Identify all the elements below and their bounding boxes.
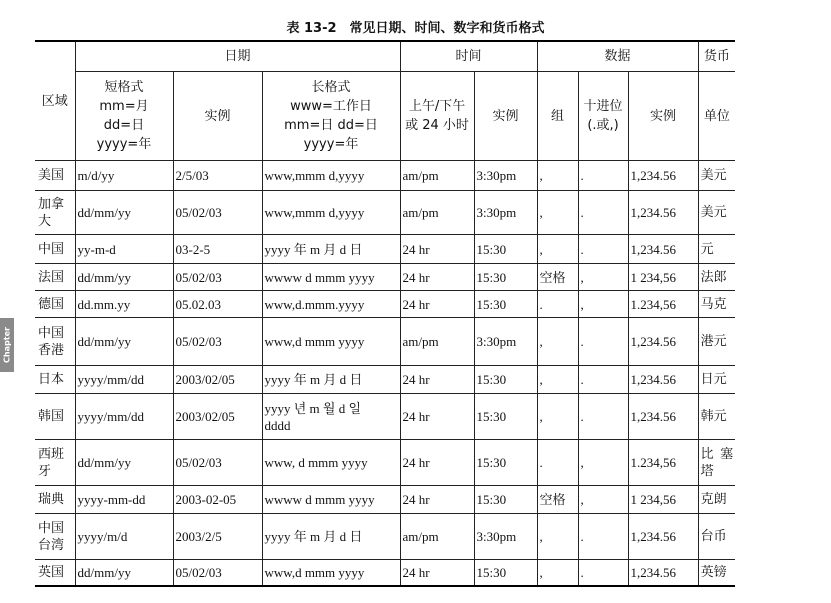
cell-group: ,	[537, 235, 578, 264]
table-body	[35, 161, 735, 586]
cell-region	[35, 264, 75, 291]
cell-unit	[698, 560, 735, 586]
region-line: 牙	[38, 463, 52, 479]
region-line: 美国	[38, 168, 65, 183]
table-row	[35, 514, 735, 560]
header-ampm-line: 或 24 小时	[405, 118, 469, 133]
cell-group: 空格	[537, 264, 578, 291]
region-line: 韩国	[38, 409, 65, 424]
cell-ampm: 24 hr	[400, 394, 474, 440]
header-long-format-line: 长格式	[311, 80, 351, 95]
header-currency-group: 货币	[698, 41, 735, 72]
cell-long-format	[262, 264, 400, 291]
header-time-example: 实例	[474, 72, 537, 161]
cell-ampm: 24 hr	[400, 264, 474, 291]
cell-ampm: am/pm	[400, 318, 474, 366]
cell-long-format	[262, 560, 400, 586]
header-column-row	[35, 72, 735, 161]
cell-unit	[698, 394, 735, 440]
cell-time-example: 15:30	[474, 366, 537, 394]
cell-unit	[698, 366, 735, 394]
table-row	[35, 191, 735, 235]
cell-region	[35, 366, 75, 394]
cell-date-example: 2003/2/5	[173, 514, 262, 560]
cell-region	[35, 318, 75, 366]
header-short-format	[75, 72, 173, 161]
header-unit: 单位	[698, 72, 735, 161]
cell-ampm: am/pm	[400, 161, 474, 191]
cell-long-format	[262, 486, 400, 514]
cell-number-example: 1,234.56	[628, 366, 698, 394]
cell-date-example: 05/02/03	[173, 264, 262, 291]
unit-line: 克朗	[700, 492, 727, 507]
unit-line: 港元	[700, 334, 727, 349]
header-decimal-line: 十进位	[583, 99, 623, 114]
header-date-example: 实例	[173, 72, 262, 161]
chapter-side-tab	[0, 318, 14, 372]
cell-date-example: 05/02/03	[173, 191, 262, 235]
unit-line: 元	[700, 241, 714, 257]
unit-line: 韩元	[700, 409, 727, 424]
cell-date-example: 2/5/03	[173, 161, 262, 191]
table-row	[35, 291, 735, 318]
long-format-line: www,d.mmm.yyyy	[264, 296, 365, 312]
cell-decimal: .	[578, 366, 628, 394]
header-short-format-line: 短格式	[104, 80, 144, 95]
cell-ampm: 24 hr	[400, 560, 474, 586]
cell-ampm: 24 hr	[400, 440, 474, 486]
table-row	[35, 560, 735, 586]
cell-unit	[698, 486, 735, 514]
cell-time-example: 15:30	[474, 440, 537, 486]
long-format-line: yyyy 年 m 月 d 日	[264, 241, 363, 257]
region-line: 中国	[38, 520, 65, 536]
cell-region	[35, 191, 75, 235]
long-format-line: yyyy 年 m 月 d 日	[264, 529, 363, 544]
cell-ampm: 24 hr	[400, 291, 474, 318]
header-data-group: 数据	[537, 41, 698, 72]
cell-group: ,	[537, 191, 578, 235]
region-line: 香港	[38, 342, 65, 358]
cell-unit	[698, 191, 735, 235]
cell-number-example: 1,234.56	[628, 318, 698, 366]
unit-line: 台币	[700, 529, 727, 544]
cell-short-format: yyyy/m/d	[75, 514, 173, 560]
header-decimal-line: (.或,)	[587, 118, 619, 133]
unit-line: 日元	[700, 372, 727, 387]
cell-time-example: 3:30pm	[474, 161, 537, 191]
cell-number-example: 1,234.56	[628, 560, 698, 586]
table-row	[35, 394, 735, 440]
cell-decimal: .	[578, 318, 628, 366]
region-line: 中国	[38, 241, 65, 257]
table-row	[35, 161, 735, 191]
cell-region	[35, 514, 75, 560]
cell-group: ,	[537, 394, 578, 440]
cell-long-format	[262, 514, 400, 560]
cell-date-example: 2003/02/05	[173, 394, 262, 440]
cell-short-format: dd/mm/yy	[75, 191, 173, 235]
unit-line: 塔	[700, 463, 714, 479]
cell-number-example: 1,234.56	[628, 235, 698, 264]
cell-ampm: 24 hr	[400, 486, 474, 514]
long-format-line: wwww d mmm yyyy	[264, 269, 375, 285]
unit-line: 英镑	[700, 564, 727, 580]
cell-date-example: 03-2-5	[173, 235, 262, 264]
cell-number-example: 1.234,56	[628, 291, 698, 318]
region-line: 日本	[38, 372, 65, 387]
cell-time-example: 15:30	[474, 394, 537, 440]
cell-number-example: 1.234,56	[628, 440, 698, 486]
cell-group: 空格	[537, 486, 578, 514]
region-line: 德国	[38, 296, 65, 312]
header-long-format-line: www=工作日	[290, 99, 372, 114]
region-line: 英国	[38, 564, 65, 580]
cell-unit	[698, 235, 735, 264]
region-line: 西班	[38, 446, 65, 462]
cell-region	[35, 161, 75, 191]
long-format-line: www,mmm d,yyyy	[264, 205, 365, 220]
cell-time-example: 3:30pm	[474, 514, 537, 560]
long-format-line: www,d mmm yyyy	[264, 564, 365, 580]
long-format-line: www,d mmm yyyy	[264, 334, 365, 349]
cell-long-format	[262, 394, 400, 440]
cell-unit	[698, 161, 735, 191]
cell-region	[35, 235, 75, 264]
long-format-line: yyyy 年 m 月 d 日	[264, 372, 363, 387]
cell-long-format	[262, 366, 400, 394]
cell-short-format: dd/mm/yy	[75, 440, 173, 486]
cell-short-format: m/d/yy	[75, 161, 173, 191]
cell-long-format	[262, 318, 400, 366]
header-region: 区域	[35, 41, 75, 161]
header-group: 组	[537, 72, 578, 161]
table-row	[35, 264, 735, 291]
header-short-format-line: mm=月	[99, 99, 149, 114]
cell-decimal: .	[578, 161, 628, 191]
region-line: 台湾	[38, 537, 65, 553]
cell-unit	[698, 440, 735, 486]
cell-short-format: yyyy-mm-dd	[75, 486, 173, 514]
cell-short-format: dd/mm/yy	[75, 560, 173, 586]
long-format-line: wwww d mmm yyyy	[264, 492, 375, 507]
region-line: 法国	[38, 269, 65, 285]
cell-time-example: 15:30	[474, 560, 537, 586]
cell-group: ,	[537, 161, 578, 191]
table-row	[35, 486, 735, 514]
cell-group: .	[537, 291, 578, 318]
cell-region	[35, 394, 75, 440]
long-format-line: www, d mmm yyyy	[264, 455, 368, 470]
cell-long-format	[262, 161, 400, 191]
cell-group: ,	[537, 560, 578, 586]
cell-group: ,	[537, 514, 578, 560]
cell-date-example: 05/02/03	[173, 440, 262, 486]
cell-ampm: am/pm	[400, 514, 474, 560]
cell-short-format: yy-m-d	[75, 235, 173, 264]
cell-number-example: 1,234.56	[628, 161, 698, 191]
cell-date-example: 05/02/03	[173, 560, 262, 586]
table-row	[35, 318, 735, 366]
unit-line: 美元	[700, 205, 727, 220]
cell-decimal: .	[578, 514, 628, 560]
table-caption: 表 13-2 常见日期、时间、数字和货币格式	[286, 21, 545, 36]
cell-ampm: am/pm	[400, 191, 474, 235]
cell-time-example: 3:30pm	[474, 191, 537, 235]
cell-decimal: ,	[578, 486, 628, 514]
cell-time-example: 15:30	[474, 291, 537, 318]
cell-short-format: dd.mm.yy	[75, 291, 173, 318]
region-line: 中国	[38, 325, 65, 341]
cell-decimal: .	[578, 560, 628, 586]
cell-short-format: yyyy/mm/dd	[75, 366, 173, 394]
header-long-format-line: mm=日 dd=日	[284, 118, 378, 133]
header-short-format-line: dd=日	[103, 118, 145, 133]
region-line: 加拿	[38, 196, 65, 212]
cell-time-example: 3:30pm	[474, 318, 537, 366]
cell-unit	[698, 264, 735, 291]
header-time-group: 时间	[400, 41, 537, 72]
cell-number-example: 1 234,56	[628, 264, 698, 291]
cell-unit	[698, 291, 735, 318]
cell-region	[35, 440, 75, 486]
cell-date-example: 05/02/03	[173, 318, 262, 366]
unit-line: 比 塞	[700, 446, 734, 462]
cell-date-example: 2003-02-05	[173, 486, 262, 514]
table-row	[35, 366, 735, 394]
header-decimal	[578, 72, 628, 161]
unit-line: 法郎	[700, 269, 727, 285]
cell-decimal: ,	[578, 440, 628, 486]
cell-short-format: dd/mm/yy	[75, 264, 173, 291]
cell-decimal: .	[578, 235, 628, 264]
header-long-format	[262, 72, 400, 161]
cell-time-example: 15:30	[474, 264, 537, 291]
cell-long-format	[262, 235, 400, 264]
cell-group: .	[537, 440, 578, 486]
cell-number-example: 1,234.56	[628, 394, 698, 440]
cell-number-example: 1,234.56	[628, 191, 698, 235]
header-short-format-line: yyyy=年	[96, 137, 152, 152]
unit-line: 美元	[700, 168, 727, 183]
cell-date-example: 05.02.03	[173, 291, 262, 318]
cell-decimal: .	[578, 394, 628, 440]
cell-time-example: 15:30	[474, 235, 537, 264]
cell-long-format	[262, 291, 400, 318]
cell-long-format	[262, 191, 400, 235]
header-group-row	[35, 41, 735, 72]
unit-line: 马克	[700, 296, 727, 312]
cell-region	[35, 560, 75, 586]
cell-long-format	[262, 440, 400, 486]
table-row	[35, 235, 735, 264]
table-row	[35, 440, 735, 486]
cell-date-example: 2003/02/05	[173, 366, 262, 394]
cell-region	[35, 291, 75, 318]
cell-unit	[698, 318, 735, 366]
long-format-line: yyyy 년 m 월 d 일	[264, 400, 362, 416]
format-table	[35, 40, 735, 587]
long-format-line: dddd	[264, 417, 291, 433]
cell-region	[35, 486, 75, 514]
cell-group: ,	[537, 318, 578, 366]
long-format-line: www,mmm d,yyyy	[264, 168, 365, 183]
cell-short-format: yyyy/mm/dd	[75, 394, 173, 440]
cell-ampm: 24 hr	[400, 235, 474, 264]
header-date-group: 日期	[75, 41, 400, 72]
cell-decimal: ,	[578, 264, 628, 291]
cell-unit	[698, 514, 735, 560]
cell-group: ,	[537, 366, 578, 394]
cell-decimal: ,	[578, 291, 628, 318]
chapter-side-tab-label: Chapter	[2, 327, 12, 363]
region-line: 瑞典	[38, 492, 65, 507]
cell-number-example: 1,234.56	[628, 514, 698, 560]
cell-number-example: 1 234,56	[628, 486, 698, 514]
cell-decimal: .	[578, 191, 628, 235]
table-header	[35, 41, 735, 161]
header-long-format-line: yyyy=年	[303, 137, 359, 152]
cell-short-format: dd/mm/yy	[75, 318, 173, 366]
cell-time-example: 15:30	[474, 486, 537, 514]
header-ampm-line: 上午/下午	[408, 99, 466, 114]
header-number-example: 实例	[628, 72, 698, 161]
header-ampm	[400, 72, 474, 161]
cell-ampm: 24 hr	[400, 366, 474, 394]
region-line: 大	[38, 213, 52, 229]
